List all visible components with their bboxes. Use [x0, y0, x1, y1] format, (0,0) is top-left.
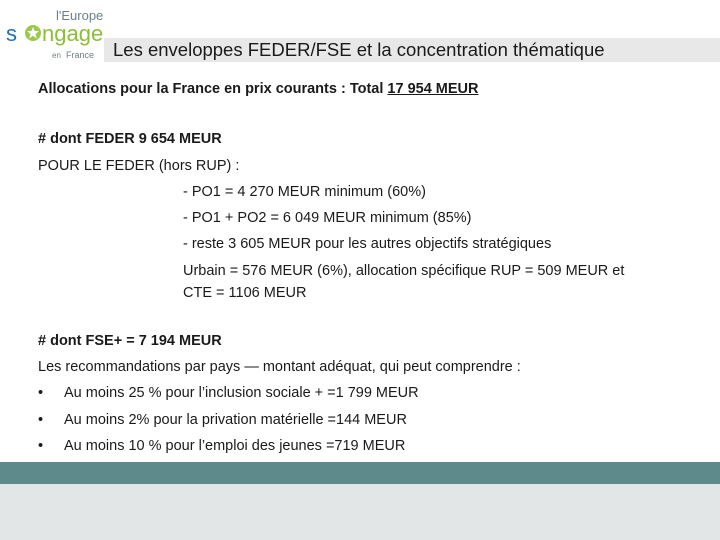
bullet-icon: •	[38, 385, 44, 402]
feder-line: - PO1 + PO2 = 6 049 MEUR minimum (85%)	[183, 210, 472, 227]
fse-bullet-text: Au moins 10 % pour l’emploi des jeunes =719 MEUR	[64, 437, 406, 454]
logo-line3a: en	[52, 51, 61, 60]
page-title: Les enveloppes FEDER/FSE et la concentration thématique	[113, 39, 605, 60]
feder-heading: # dont FEDER 9 654 MEUR	[38, 131, 222, 148]
list-item	[38, 407, 708, 433]
star-icon	[25, 25, 41, 41]
slide-body	[38, 76, 708, 459]
logo-line3b: France	[66, 50, 95, 60]
fse-bullet-text: Au moins 2% pour la privation matérielle =144 MEUR	[64, 411, 407, 428]
fse-heading: # dont FSE+ = 7 194 MEUR	[38, 332, 222, 349]
feder-subheading: POUR LE FEDER (hors RUP) :	[38, 157, 240, 174]
feder-line: - reste 3 605 MEUR pour les autres objectifs stratégiques	[183, 236, 552, 253]
feder-line: Urbain = 576 MEUR (6%), allocation spécifique RUP = 509 MEUR et	[183, 262, 625, 279]
feder-line: - PO1 = 4 270 MEUR minimum (60%)	[183, 183, 426, 200]
list-item	[38, 433, 708, 459]
feder-line: CTE = 1106 MEUR	[183, 284, 307, 301]
logo-line2a: s	[6, 21, 17, 46]
bullet-icon: •	[38, 411, 44, 428]
list-item	[38, 380, 708, 406]
europe-sengage-logo	[4, 4, 108, 60]
footer	[0, 484, 720, 540]
allocation-line	[38, 76, 708, 102]
bullet-icon: •	[38, 437, 44, 454]
logo-line1: l'Europe	[56, 8, 104, 23]
allocation-prefix: Allocations pour la France en prix courants : Total	[38, 81, 388, 97]
allocation-total: 17 954 MEUR	[387, 81, 479, 97]
footer-band	[0, 462, 720, 484]
fse-intro: Les recommandations par pays — montant adéquat, qui peut comprendre :	[38, 359, 521, 376]
logo-line2b: ngage	[42, 21, 104, 46]
fse-bullet-text: Au moins 25 % pour l’inclusion sociale + =1 799 MEUR	[64, 385, 419, 402]
